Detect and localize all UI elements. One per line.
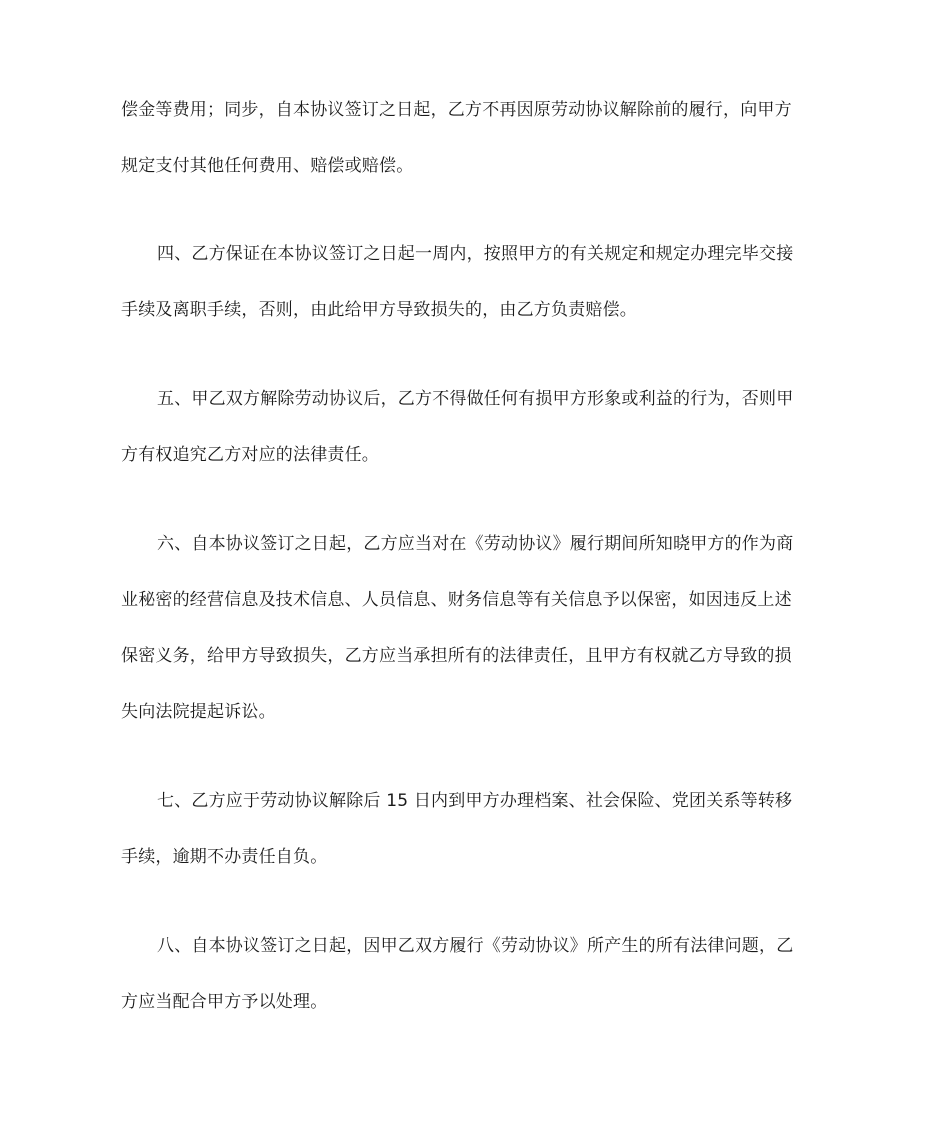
paragraph-5-line-2: 方有权追究乙方对应的法律责任。	[121, 445, 379, 465]
paragraph-3-line-2: 偿金等费用；同步，自本协议签订之日起，乙方不再因原劳动协议解除前的履行，向甲方	[121, 100, 792, 120]
paragraph-8-line-2: 方应当配合甲方予以处理。	[121, 992, 328, 1012]
paragraph-6-line-2: 业秘密的经营信息及技术信息、人员信息、财务信息等有关信息予以保密，如因违反上述	[121, 590, 792, 610]
paragraph-8-line-1: 八、自本协议签订之日起，因甲乙双方履行《劳动协议》所产生的所有法律问题，乙	[157, 936, 794, 956]
paragraph-6-line-4: 失向法院提起诉讼。	[121, 702, 276, 722]
paragraph-4-line-1: 四、乙方保证在本协议签订之日起一周内，按照甲方的有关规定和规定办理完毕交接	[157, 244, 794, 264]
paragraph-7-line-1: 七、乙方应于劳动协议解除后 15 日内到甲方办理档案、社会保险、党团关系等转移	[157, 791, 793, 811]
paragraph-5-line-1: 五、甲乙双方解除劳动协议后，乙方不得做任何有损甲方形象或利益的行为，否则甲	[157, 389, 794, 409]
paragraph-6-line-1: 六、自本协议签订之日起，乙方应当对在《劳动协议》履行期间所知晓甲方的作为商	[157, 534, 794, 554]
paragraph-6-line-3: 保密义务，给甲方导致损失，乙方应当承担所有的法律责任，且甲方有权就乙方导致的损	[121, 646, 792, 666]
paragraph-3-line-3: 规定支付其他任何费用、赔偿或赔偿。	[121, 156, 414, 176]
paragraph-4-line-2: 手续及离职手续，否则，由此给甲方导致损失的，由乙方负责赔偿。	[121, 300, 637, 320]
paragraph-7-line-2: 手续，逾期不办责任自负。	[121, 847, 328, 867]
